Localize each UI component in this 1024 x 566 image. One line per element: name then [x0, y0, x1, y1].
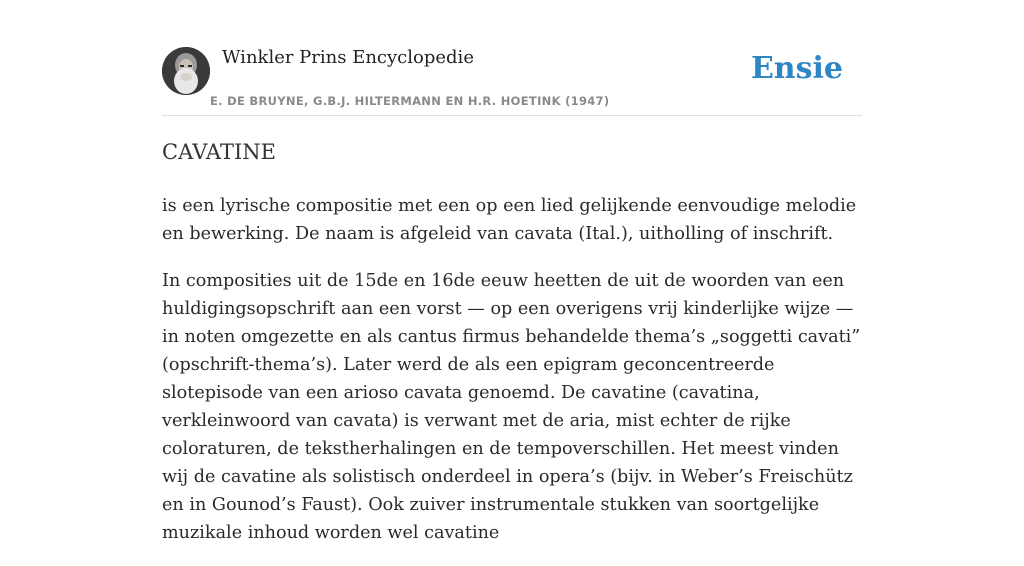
article-paragraph-1: is een lyrische compositie met een op een lied gelijkende eenvoudige melodie en bewerking. De naam is afgeleid van cavata (Ital.), uitholling of inschrift. [162, 196, 857, 244]
author-avatar-icon[interactable] [162, 47, 210, 95]
authors-line: E. DE BRUYNE, G.B.J. HILTERMANN EN H.R. HOETINK (1947) [210, 94, 610, 108]
portrait-illustration [162, 47, 210, 95]
source-header [162, 46, 862, 116]
ensie-logo[interactable]: Ensie [750, 51, 843, 86]
entry-title: CAVATINE [162, 140, 276, 164]
source-title[interactable]: Winkler Prins Encyclopedie [222, 47, 474, 68]
article-body [162, 192, 862, 566]
article-paragraph-2: In composities uit de 15de en 16de eeuw heetten de uit de woorden van een huldigingsopschrift aan een vorst — op een overigens vrij kinderlijke wijze — in noten omgezette en als cantus firmus behandelde thema’s „soggetti cavati” (opschrift-thema’s). Later werd de als een epigram geconcentreerde slotepisode van een arioso cavata genoemd. De cavatine (cavatina, verkleinwoord van cavata) is verwant met de aria, mist echter de rijke coloraturen, de tekstherhalingen en de tempoverschillen. Het meest vinden wij de cavatine als solistisch onderdeel in opera’s (bijv. in Weber’s Freischütz en in Gounod’s Faust). Ook zuiver instrumentale stukken van soortgelijke muzikale inhoud worden wel cavatine [162, 271, 861, 543]
